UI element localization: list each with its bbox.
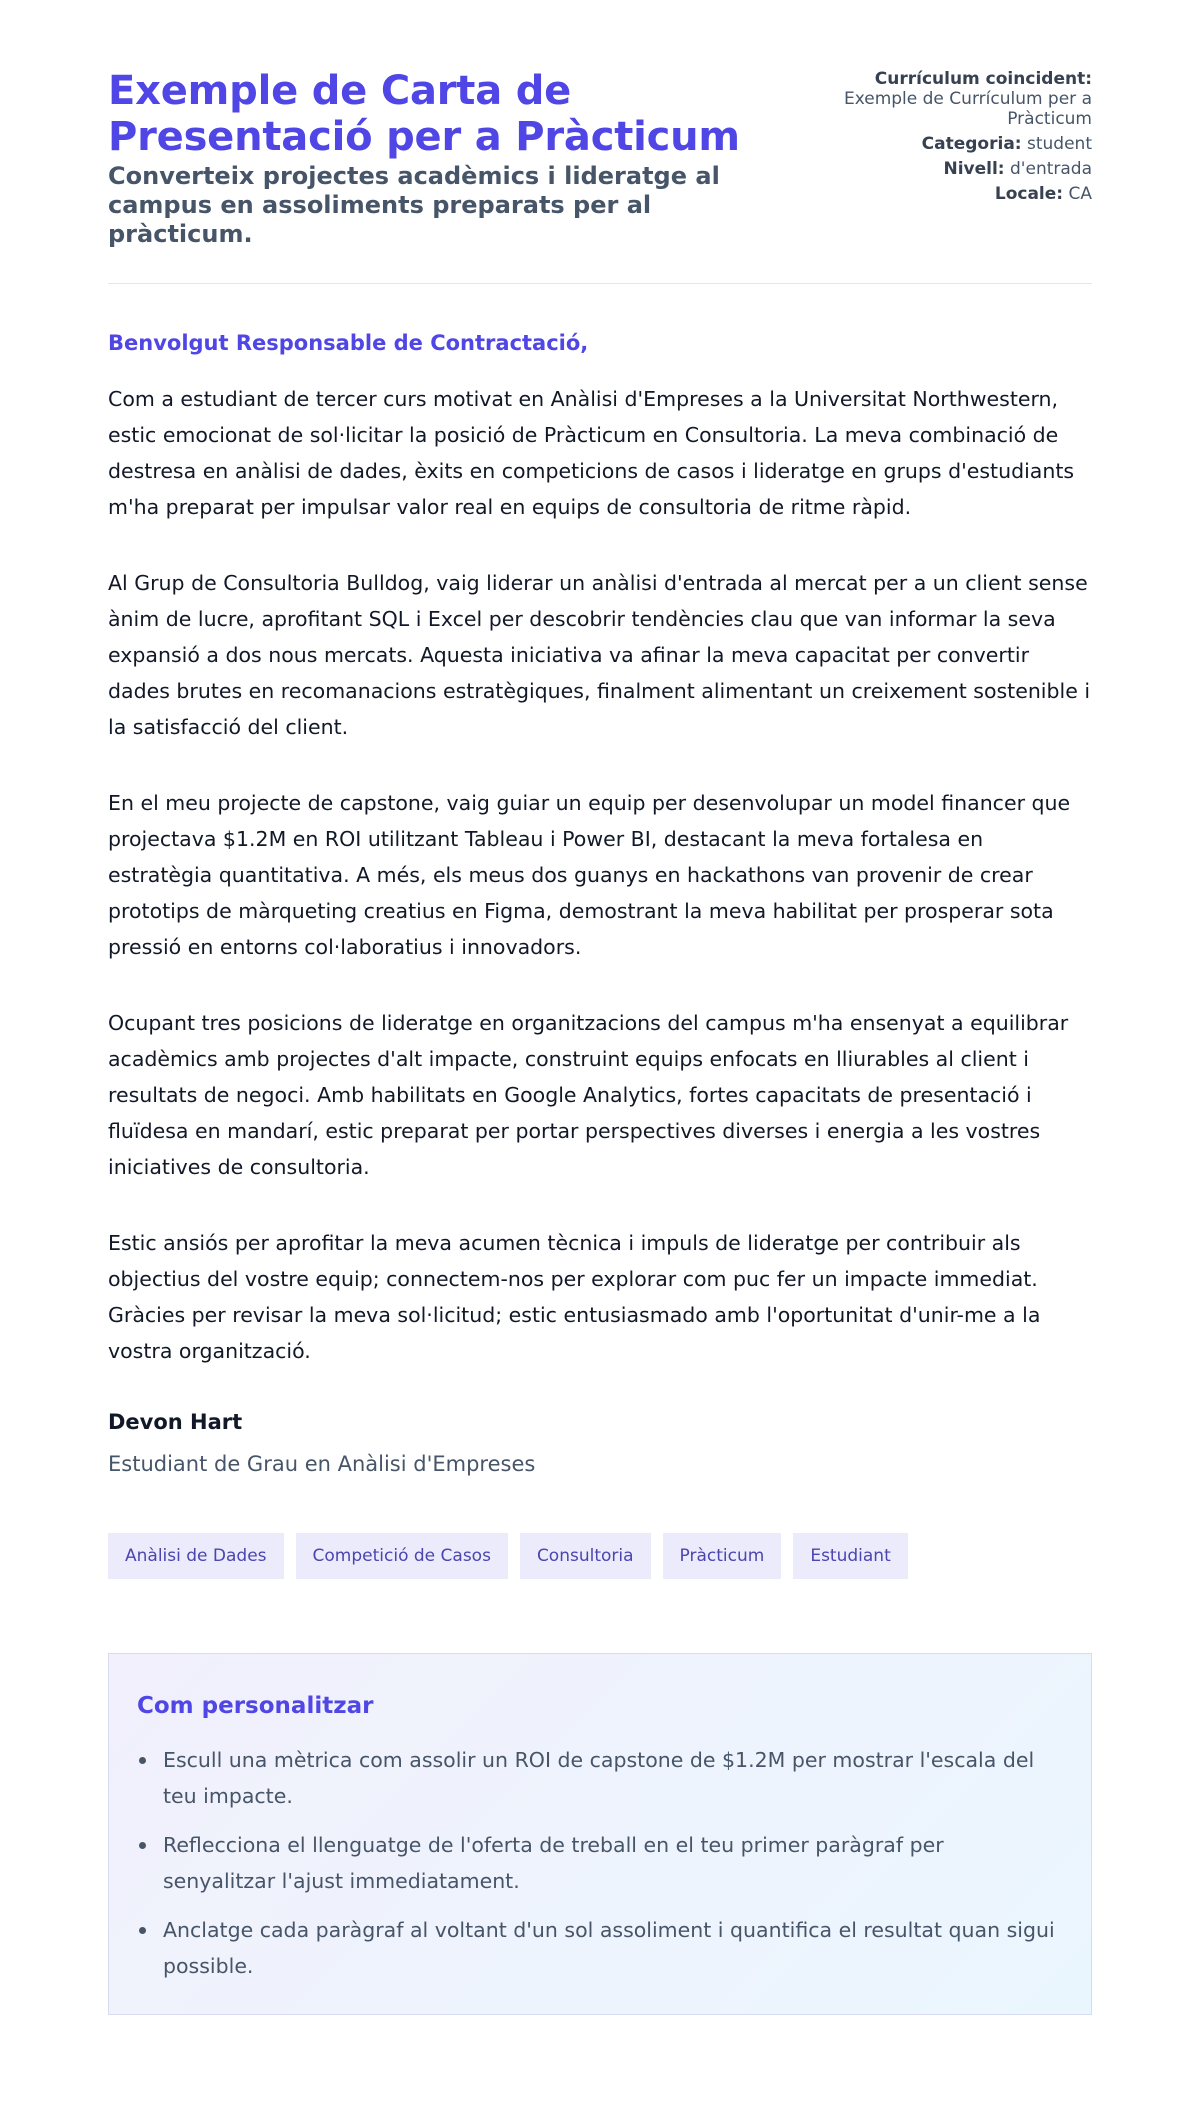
locale-label: Locale: (994, 184, 1064, 204)
locale-row (792, 184, 1092, 204)
customization-tips-box (108, 1653, 1092, 2015)
locale-value: CA (1068, 184, 1092, 204)
tag-data-analysis[interactable]: Anàlisi de Dades (108, 1533, 284, 1579)
tag-list (108, 1533, 1092, 1579)
tip-text: Anclatge cada paràgraf al voltant d'un sol assoliment i quantifica el resultat quan sigui possible. (163, 1918, 1055, 1978)
tag-consulting[interactable]: Consultoria (520, 1533, 651, 1579)
category-value: student (1027, 134, 1092, 154)
header-title-block (108, 68, 768, 249)
letter-paragraph: Ocupant tres posicions de lideratge en organitzacions del campus m'ha ensenyat a equilibrar acadèmics amb projectes d'alt impacte, construint equips enfocats en lliurables al client i resultats de negoci. Amb habilitats en Google Analytics, fortes capacitats de presentació i fluïdesa en mandarí, estic preparat per portar perspectives diverses i energia a les vostres iniciatives de consultoria. (108, 1011, 1069, 1179)
tip-item (137, 1742, 1061, 1814)
letter-paragraph: En el meu projecte de capstone, vaig guiar un equip per desenvolupar un model financer que projectava $1.2M en ROI utilitzant Tableau i Power BI, destacant la meva fortalesa en estratègia quantitativa. A més, els meus dos guanys en hackathons van provenir de crear prototips de màrqueting creatius en Figma, demostrant la meva habilitat per prosperar sota pressió en entorns col·laboratius i innovadors. (108, 791, 1071, 959)
matched-resume-row (792, 69, 1092, 129)
tip-text: Escull una mètrica com assolir un ROI de capstone de $1.2M per mostrar l'escala del teu impacte. (163, 1748, 1035, 1808)
tip-text: Reflecciona el llenguatge de l'oferta de treball en el teu primer paràgraf per senyalitzar l'ajust immediatament. (163, 1833, 944, 1893)
page-header (108, 68, 1092, 284)
tag-internship[interactable]: Pràcticum (663, 1533, 782, 1579)
salutation: Benvolgut Responsable de Contractació, (108, 331, 589, 355)
level-row (792, 159, 1092, 179)
tip-item (137, 1827, 1061, 1899)
letter-paragraph: Estic ansiós per aprofitar la meva acumen tècnica i impuls de lideratge per contribuir als objectius del vostre equip; connectem-nos per explorar com puc fer un impacte immediat. Gràcies per revisar la meva sol·licitud; estic entusiasmado amb l'oportunitat d'unir-me a la vostra organització. (108, 1231, 1041, 1363)
signature-name: Devon Hart (108, 1410, 243, 1434)
bullet-icon (139, 1842, 146, 1849)
matched-resume-label: Currículum coincident: (874, 69, 1092, 89)
letter-body (108, 284, 1092, 1477)
tag-student[interactable]: Estudiant (793, 1533, 907, 1579)
tip-item (137, 1912, 1061, 1984)
page-title: Exemple de Carta de Presentació per a Pràcticum (108, 68, 740, 160)
category-row (792, 134, 1092, 154)
tips-list (137, 1742, 1061, 1984)
matched-resume-value: Exemple de Currículum per a Pràcticum (843, 89, 1092, 129)
signature-block (108, 1409, 1092, 1477)
page-subtitle: Converteix projectes acadèmics i lideratge al campus en assoliments preparats per al pràcticum. (108, 162, 720, 248)
category-label: Categoria: (921, 134, 1022, 154)
tag-case-competition[interactable]: Competició de Casos (296, 1533, 508, 1579)
signature-title: Estudiant de Grau en Anàlisi d'Empreses (108, 1452, 536, 1476)
letter-paragraph: Al Grup de Consultoria Bulldog, vaig liderar un anàlisi d'entrada al mercat per a un client sense ànim de lucre, aprofitant SQL i Excel per descobrir tendències clau que van informar la seva expansió a dos nous mercats. Aquesta iniciativa va afinar la meva capacitat per convertir dades brutes en recomanacions estratègiques, finalment alimentant un creixement sostenible i la satisfacció del client. (108, 571, 1091, 739)
tips-title: Com personalitzar (137, 1693, 374, 1719)
bullet-icon (139, 1927, 146, 1934)
level-value: d'entrada (1010, 159, 1092, 179)
metadata-panel (792, 69, 1092, 209)
level-label: Nivell: (943, 159, 1005, 179)
bullet-icon (139, 1757, 146, 1764)
letter-paragraph: Com a estudiant de tercer curs motivat en Anàlisi d'Empreses a la Universitat Northwestern, estic emocionat de sol·licitar la posició de Pràcticum en Consultoria. La meva combinació de destresa en anàlisi de dades, èxits en competicions de casos i lideratge en grups d'estudiants m'ha preparat per impulsar valor real en equips de consultoria de ritme ràpid. (108, 387, 1075, 519)
